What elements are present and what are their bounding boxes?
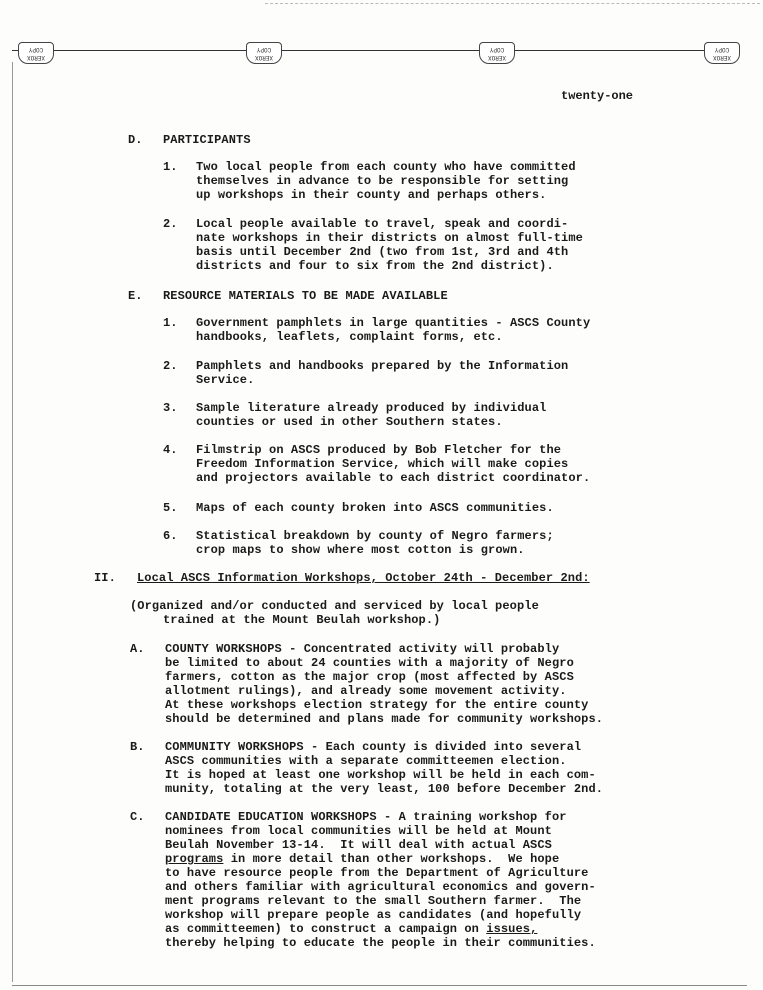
section-ii-title: Local ASCS Information Workshops, October 24th - December 2nd: — [137, 571, 590, 585]
xerox-stamp: XEROX COPY — [704, 42, 740, 64]
para-line: At these workshops election strategy for the entire county — [165, 698, 589, 712]
list-line: nate workshops in their districts on almost full-time — [196, 231, 583, 245]
top-dashed-edge — [265, 3, 760, 4]
list-number: 6. — [163, 529, 178, 543]
xerox-stamp: XEROX COPY — [246, 42, 282, 64]
list-line: themselves in advance to be responsible for setting — [196, 174, 569, 188]
para-line: to have resource people from the Department of Agriculture — [165, 866, 589, 880]
list-number: 1. — [163, 160, 178, 174]
para-line: farmers, cotton as the major crop (most affected by ASCS — [165, 670, 574, 684]
list-line: up workshops in their county and perhaps others. — [196, 188, 547, 202]
para-line: COUNTY WORKSHOPS - Concentrated activity will probably — [165, 642, 560, 656]
top-rule — [12, 50, 740, 51]
list-number: 2. — [163, 217, 178, 231]
underlined-word: programs — [165, 852, 224, 866]
list-number: 2. — [163, 359, 178, 373]
list-line: Service. — [196, 373, 255, 387]
section-e-title: RESOURCE MATERIALS TO BE MADE AVAILABLE — [163, 289, 448, 303]
para-line: allotment rulings), and already some movement activity. — [165, 684, 567, 698]
para-line — [165, 922, 537, 936]
list-line: crop maps to show where most cotton is grown. — [196, 543, 525, 557]
intro-line: (Organized and/or conducted and serviced by local people — [130, 599, 539, 613]
section-d-title: PARTICIPANTS — [163, 133, 251, 147]
para-line-start: as committeemen) to construct a campaign on — [165, 922, 487, 936]
para-line: Beulah November 13-14. It will deal with actual ASCS — [165, 838, 552, 852]
xerox-stamp: XEROX COPY — [18, 42, 54, 64]
list-line: Filmstrip on ASCS produced by Bob Fletcher for the — [196, 443, 562, 457]
para-line: be limited to about 24 counties with a majority of Negro — [165, 656, 574, 670]
para-line: nominees from local communities will be held at Mount — [165, 824, 552, 838]
list-line: Statistical breakdown by county of Negro farmers; — [196, 529, 554, 543]
list-line: handbooks, leaflets, complaint forms, etc. — [196, 330, 503, 344]
para-line: munity, totaling at the very least, 100 before December 2nd. — [165, 782, 604, 796]
subsection-c-marker: C. — [130, 810, 145, 824]
list-line: Local people available to travel, speak and coordi- — [196, 217, 569, 231]
subsection-a-marker: A. — [130, 642, 145, 656]
xerox-stamp: XEROX COPY — [479, 42, 515, 64]
list-number: 5. — [163, 501, 178, 515]
para-line: ment programs relevant to the small Southern farmer. The — [165, 894, 582, 908]
list-number: 4. — [163, 443, 178, 457]
list-line: Pamphlets and handbooks prepared by the Information — [196, 359, 569, 373]
para-line: should be determined and plans made for community workshops. — [165, 712, 604, 726]
list-line: and projectors available to each district coordinator. — [196, 471, 591, 485]
list-number: 3. — [163, 401, 178, 415]
subsection-b-marker: B. — [130, 740, 145, 754]
list-line: Two local people from each county who have committed — [196, 160, 576, 174]
para-line — [165, 852, 559, 866]
intro-line: trained at the Mount Beulah workshop.) — [163, 613, 441, 627]
para-line: thereby helping to educate the people in their communities. — [165, 936, 596, 950]
underlined-word: issues, — [486, 922, 538, 936]
section-e-marker: E. — [128, 289, 143, 303]
list-line: Freedom Information Service, which will make copies — [196, 457, 569, 471]
list-line: basis until December 2nd (two from 1st, 3rd and 4th — [196, 245, 569, 259]
para-line: ASCS communities with a separate committeemen election. — [165, 754, 567, 768]
list-line: Government pamphlets in large quantities - ASCS County — [196, 316, 591, 330]
para-line: CANDIDATE EDUCATION WORKSHOPS - A training workshop for — [165, 810, 567, 824]
bottom-rule — [12, 985, 747, 986]
para-line: It is hoped at least one workshop will be held in each com- — [165, 768, 596, 782]
list-number: 1. — [163, 316, 178, 330]
list-line: districts and four to six from the 2nd district). — [196, 259, 554, 273]
para-line: COMMUNITY WORKSHOPS - Each county is divided into several — [165, 740, 582, 754]
section-ii-marker: II. — [94, 571, 116, 585]
list-line: Sample literature already produced by individual — [196, 401, 547, 415]
para-line: and others familiar with agricultural economics and govern- — [165, 880, 596, 894]
left-margin-rule — [12, 62, 13, 982]
list-line: Maps of each county broken into ASCS communities. — [196, 501, 554, 515]
para-line-rest: in more detail than other workshops. We hope — [223, 852, 560, 866]
list-line: counties or used in other Southern states. — [196, 415, 503, 429]
section-d-marker: D. — [128, 133, 143, 147]
para-line: workshop will prepare people as candidates (and hopefully — [165, 908, 582, 922]
page-label: twenty-one — [561, 89, 634, 103]
